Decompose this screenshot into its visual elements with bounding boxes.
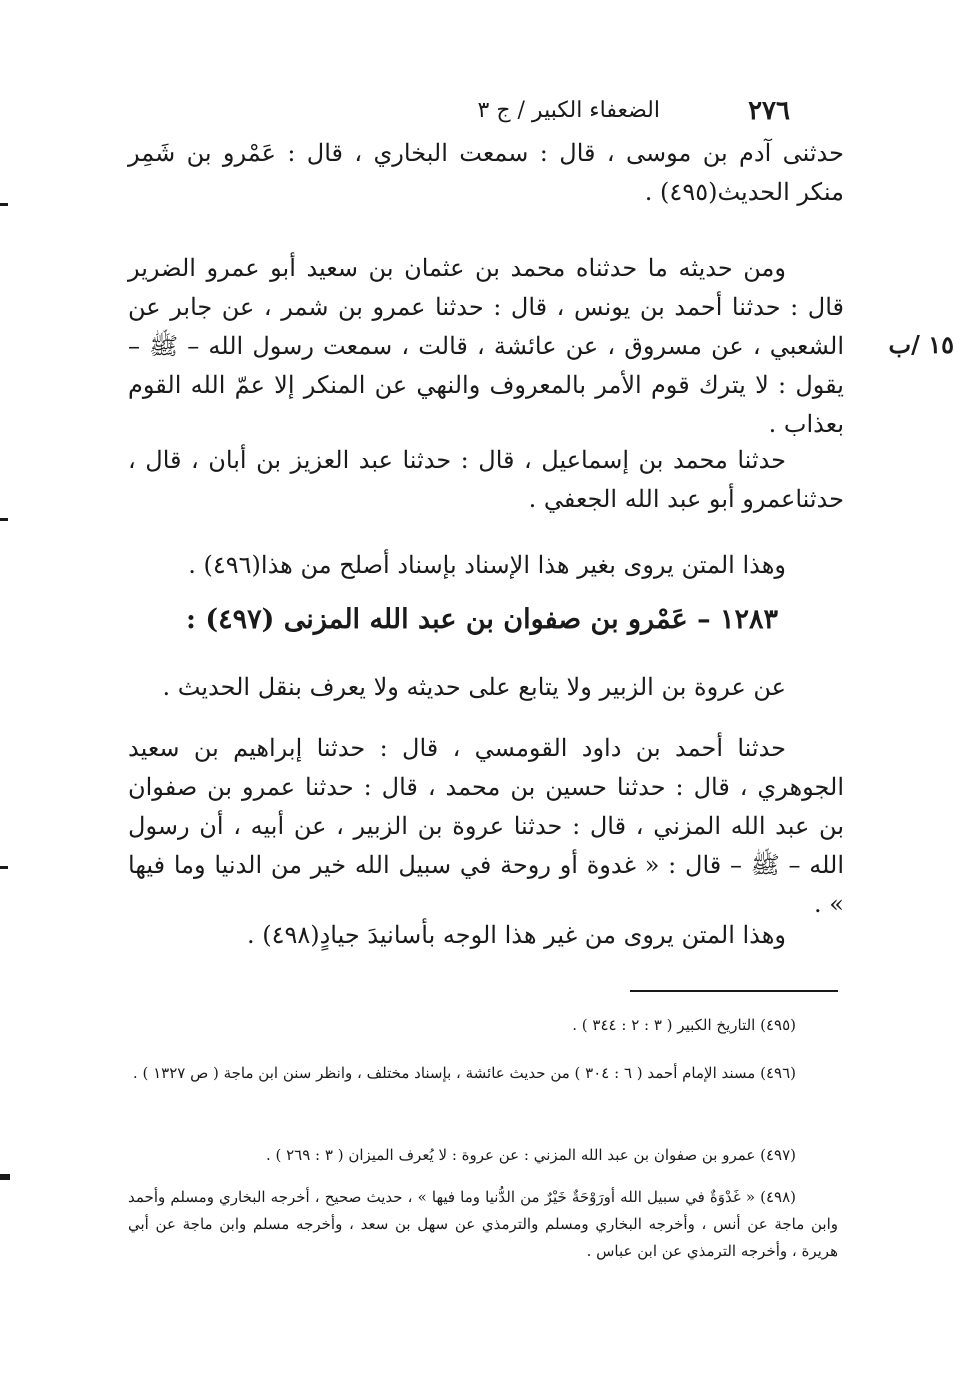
paragraph-2: ومن حديثه ما حدثناه محمد بن عثمان بن سعيد أبو عمرو الضرير قال : حدثنا أحمد بن يونس ، قال : حدثنا عمرو بن شمر ، عن جابر عن الشعبي ، عن مسروق ، عن عائشة ، قالت ، سمعت رسول الله – ﷺ – يقول : لا يترك قوم الأمر بالمعروف والنهي عن المنكر إلا عمّ الله القوم بعذاب .	[128, 254, 844, 438]
paragraph-5: عن عروة بن الزبير ولا يتابع على حديثه ولا يعرف بنقل الحديث .	[162, 673, 786, 701]
paragraph-6: حدثنا أحمد بن داود القومسي ، قال : حدثنا إبراهيم بن سعيد الجوهري ، قال : حدثنا حسين بن محمد ، قال : حدثنا عمرو بن صفوان بن عبد الله المزني ، قال : حدثنا عروة بن الزبير ، عن أبيه ، أن رسول الله – ﷺ – قال : « غدوة أو روحة في سبيل الله خير من الدنيا وما فيها » .	[128, 734, 844, 918]
paragraph-3: حدثنا محمد بن إسماعيل ، قال : حدثنا عبد العزيز بن أبان ، قال ، حدثناعمرو أبو عبد الله الجعفي .	[128, 446, 844, 513]
paragraph-7: وهذا المتن يروى من غير هذا الوجه بأسانيدَ جيادٍ(٤٩٨) .	[246, 921, 786, 949]
footnote-divider	[630, 990, 838, 992]
paragraph-1: حدثنى آدم بن موسى ، قال : سمعت البخاري ، قال : عَمْرو بن شَمِر منكر الحديث(٤٩٥) .	[128, 139, 844, 206]
footnote-498: (٤٩٨) « غَدْوَةٌ في سبيل الله أورَوْحَةٌ خَيْرٌ من الدُّنيا وما فيها » ، حديث صحيح ، أخرجه البخاري ومسلم وأحمد وابن ماجة عن أنس ، وأخرجه البخاري ومسلم والترمذي عن سهل بن سعد ، وأخرجه مسلم وابن ماجة عن أبي هريرة ، وأخرجه الترمذي عن ابن عباس .	[128, 1188, 838, 1260]
scan-edge-mark	[0, 518, 8, 521]
footnote-497: (٤٩٧) عمرو بن صفوان بن عبد الله المزني : عن عروة : لا يُعرف الميزان ( ٣ : ٢٦٩ ) .	[265, 1146, 796, 1164]
footnote-496: (٤٩٦) مسند الإمام أحمد ( ٦ : ٣٠٤ ) من حديث عائشة ، بإسناد مختلف ، وانظر سنن ابن ماجة ( ص ١٣٢٧ ) .	[132, 1064, 796, 1082]
paragraph-4: وهذا المتن يروى بغير هذا الإسناد بإسناد أصلح من هذا(٤٩٦) .	[188, 551, 786, 579]
page-number: ٢٧٦	[748, 96, 790, 126]
page-header	[360, 96, 790, 130]
running-title: الضعفاء الكبير / ج ٣	[477, 98, 660, 123]
scan-edge-mark	[0, 1174, 10, 1180]
folio-margin-note: ١٥ /ب	[888, 330, 954, 359]
scan-edge-mark	[0, 203, 8, 206]
footnote-495: (٤٩٥) التاريخ الكبير ( ٣ : ٢ : ٣٤٤ ) .	[572, 1016, 796, 1034]
scan-edge-mark	[0, 866, 8, 869]
entry-heading: ١٢٨٣ – عَمْرو بن صفوان بن عبد الله المزنى (٤٩٧) :	[185, 604, 778, 635]
